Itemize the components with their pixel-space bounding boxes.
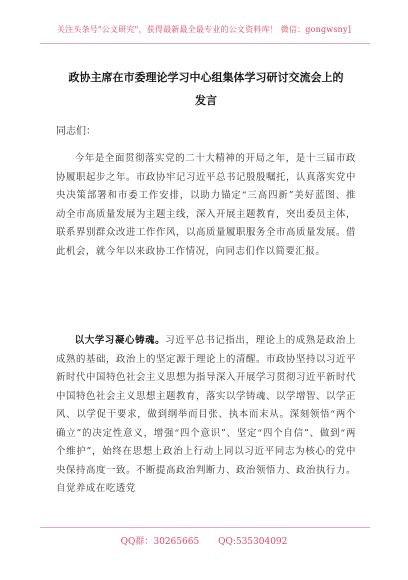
document-title — [52, 66, 360, 112]
header-promo-note: 关注头条号"公文研究"，获得最新最全最专业的公文资料库！ 微信：gongwsny] — [56, 25, 352, 34]
footer-qq-number: QQ:535304092 — [218, 537, 288, 547]
salutation: 同志们： — [56, 126, 96, 137]
footer-qq-group: QQ群：30265665 — [120, 537, 200, 547]
footer-divider — [40, 527, 370, 528]
paragraph-1: 今年是全面贯彻落实党的二十大精神的开局之年，是十三届市政协履职起步之年。市政协牢记习近平总书记殷殷嘱托，认真落实党中央决策部署和市委工作安排，以助力锚定“三高四新”美好蓝图、推动全市高质量发展为主题主线，深入开展主题教育，突出委员主体，联系界别群众改进工作作风，以高质量履职服务全市高质量发展。借此机会，就今年以来政协工作情况，向同志们作以简要汇报。 — [56, 153, 356, 257]
document-title-line-1: 政协主席在市委理论学习中心组集体学习研讨交流会上的 — [68, 71, 344, 84]
paragraph-2 — [56, 332, 356, 499]
paragraph-2-body: 习近平总书记指出，理论上的成熟是政治上成熟的基础，政治上的坚定源于理论上的清醒。市政协坚持以习近平新时代中国特色社会主义思想为指导深入开展学习贯彻习近平新时代中国特色社会主义思想主题教育，落实以学铸魂、以学增智、以学正风、以学促干要求，做到纲举而目张、执本而末从。深刻领悟“两个确立”的决定性意义，增强“四个意识”、坚定“四个自信”、做到“两个维护”，始终在思想上政治上行动上同以习近平同志为核心的党中央保持高度一致。不断提高政治判断力、政治领悟力、政治执行力。自觉养成在吃透党 — [56, 335, 356, 494]
header-divider — [40, 43, 370, 44]
paragraph-2-heading: 以大学习凝心铸魂。 — [74, 335, 166, 346]
document-title-line-2: 发言 — [195, 94, 217, 107]
footer-contact — [0, 534, 408, 547]
